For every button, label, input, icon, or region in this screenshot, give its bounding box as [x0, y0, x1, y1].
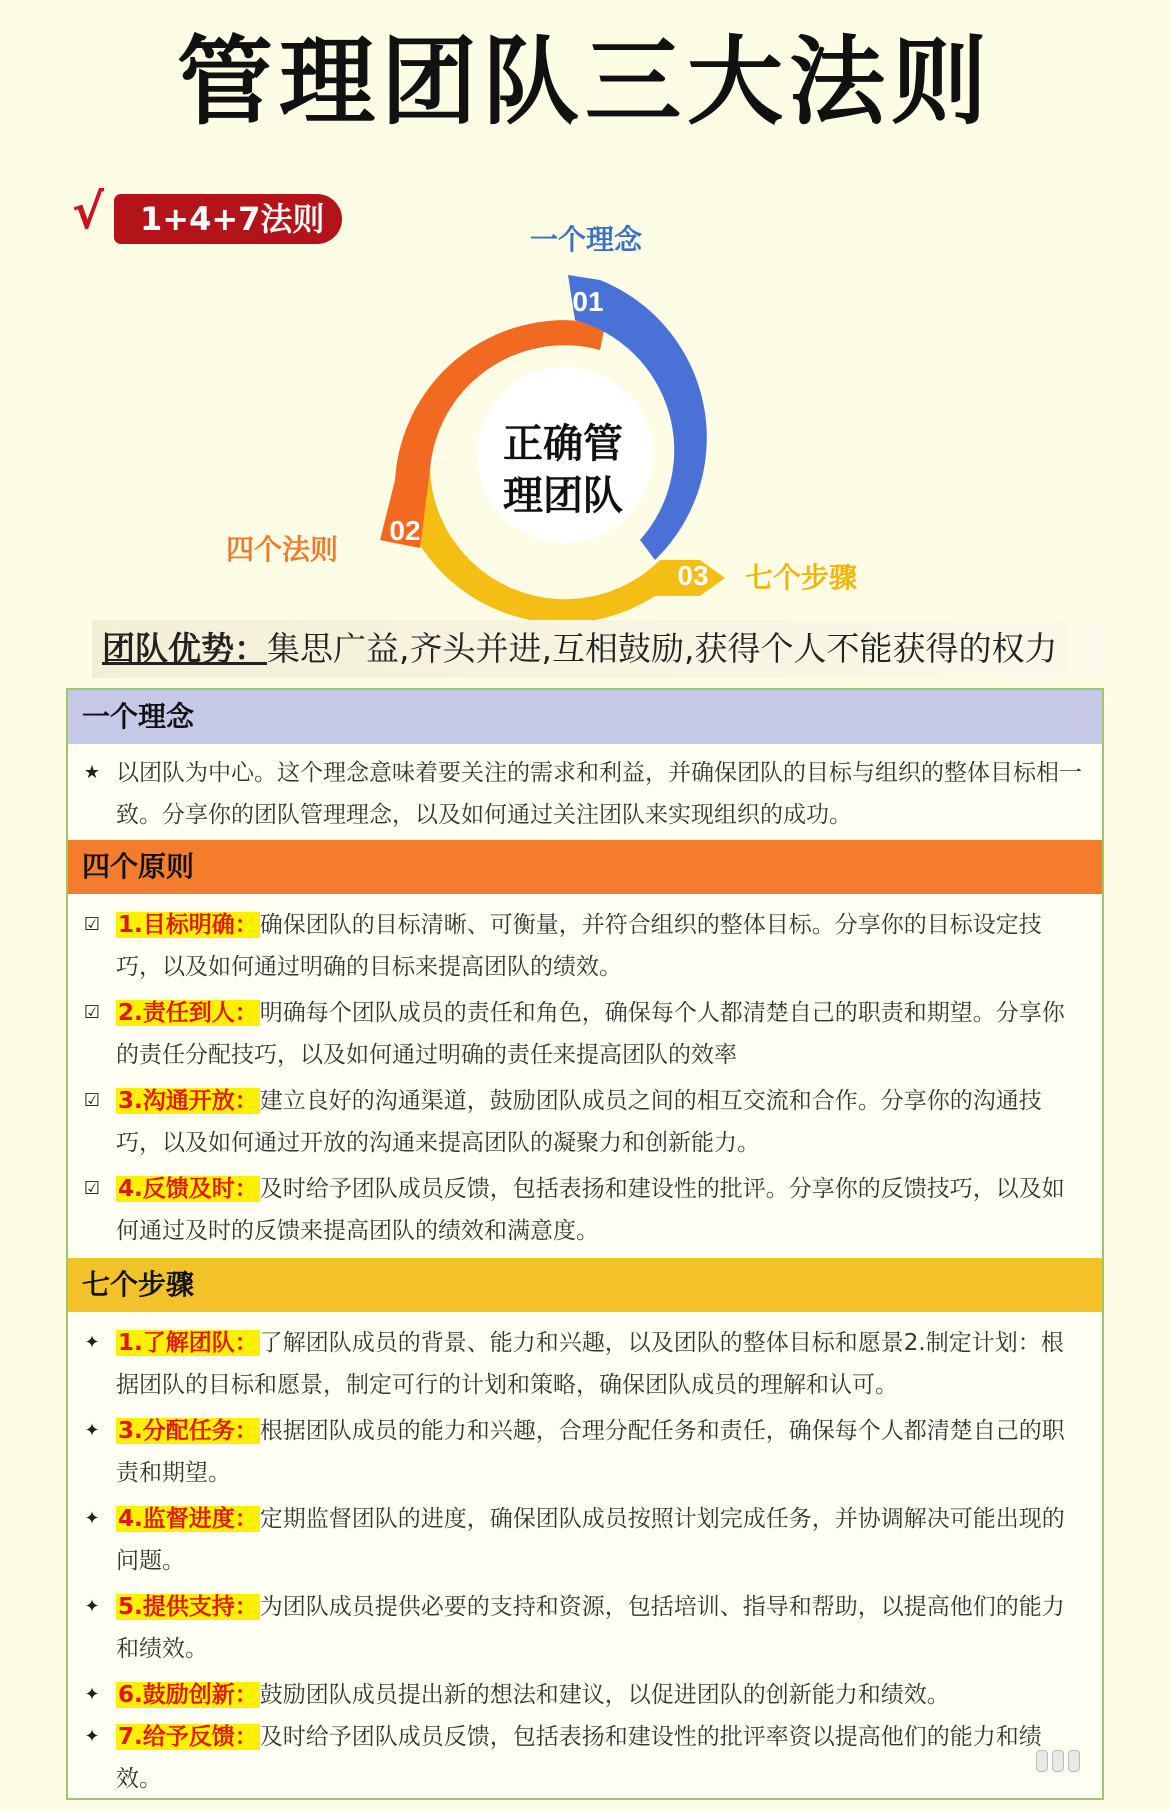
team-advantage — [92, 620, 1102, 678]
cycle-diagram — [0, 0, 1170, 620]
checkbox-icon: ☑ — [83, 914, 101, 935]
center-line-1: 正确管 — [503, 421, 623, 467]
section-heading-principles: 四个原则 — [68, 840, 1102, 894]
segment-02-num: 02 — [389, 515, 421, 546]
segment-01-num: 01 — [572, 286, 604, 317]
list-item — [78, 1716, 1086, 1800]
item-key: 3.沟通开放： — [118, 1088, 258, 1114]
diamond-icon: ✦ — [84, 1508, 100, 1529]
list-item — [78, 1410, 1086, 1494]
diamond-icon: ✦ — [84, 1332, 100, 1353]
list-item — [78, 904, 1086, 988]
item-key: 1.了解团队： — [118, 1330, 258, 1356]
list-item — [78, 1586, 1086, 1670]
item-text: 了解团队成员的背景、能力和兴趣，以及团队的整体目标和愿景2.制定计划：根据团队的目标和愿景，制定可行的计划和策略，确保团队成员的理解和认可。 — [116, 1330, 1064, 1398]
list-item — [78, 752, 1086, 836]
item-key: 2.责任到人： — [118, 1000, 258, 1026]
list-item — [78, 1080, 1086, 1164]
item-text: 根据团队成员的能力和兴趣，合理分配任务和责任，确保每个人都清楚自己的职责和期望。 — [116, 1418, 1065, 1486]
item-text: 建立良好的沟通渠道，鼓励团队成员之间的相互交流和合作。分享你的沟通技巧，以及如何通过开放的沟通来提高团队的凝聚力和创新能力。 — [116, 1088, 1042, 1156]
list-item — [78, 1498, 1086, 1582]
item-key: 5.提供支持： — [118, 1594, 258, 1620]
list-item — [78, 1168, 1086, 1252]
list-item — [78, 1674, 1086, 1716]
segment-03-label: 七个步骤 — [745, 561, 858, 594]
rule-badge-label: 1+4+7法则 — [114, 194, 342, 244]
item-text: 定期监督团队的进度，确保团队成员按照计划完成任务，并协调解决可能出现的问题。 — [116, 1506, 1065, 1574]
list-item — [78, 1322, 1086, 1406]
section-heading-idea: 一个理念 — [68, 690, 1102, 744]
item-text: 及时给予团队成员反馈，包括表扬和建设性的批评率资以提高他们的能力和绩效。 — [116, 1724, 1042, 1792]
checkbox-icon: ☑ — [83, 1002, 101, 1023]
item-text: 为团队成员提供必要的支持和资源，包括培训、指导和帮助，以提高他们的能力和绩效。 — [116, 1594, 1065, 1662]
item-text: 确保团队的目标清晰、可衡量，并符合组织的整体目标。分享你的目标设定技巧，以及如何通过明确的目标来提高团队的绩效。 — [116, 912, 1042, 980]
diamond-icon: ✦ — [84, 1684, 100, 1705]
segment-02-label: 四个法则 — [226, 533, 339, 566]
diagram-center-text — [488, 418, 638, 522]
advantage-label: 团队优势： — [102, 629, 267, 668]
item-key: 6.鼓励创新： — [118, 1682, 258, 1708]
list-item — [78, 992, 1086, 1076]
watermark-icon — [1036, 1750, 1100, 1772]
item-key: 4.监督进度： — [118, 1506, 258, 1532]
diamond-icon: ✦ — [84, 1726, 100, 1747]
advantage-text: 集思广益,齐头并进,互相鼓励,获得个人不能获得的权力 — [267, 629, 1058, 668]
item-key: 3.分配任务： — [118, 1418, 258, 1444]
item-text: 明确每个团队成员的责任和角色，确保每个人都清楚自己的职责和期望。分享你的责任分配技巧，以及如何通过明确的责任来提高团队的效率 — [116, 1000, 1065, 1068]
item-key: 4.反馈及时： — [118, 1176, 258, 1202]
checkbox-icon: ☑ — [83, 1090, 101, 1111]
item-text: 及时给予团队成员反馈，包括表扬和建设性的批评。分享你的反馈技巧，以及如何通过及时的反馈来提高团队的绩效和满意度。 — [116, 1176, 1065, 1244]
item-text: 鼓励团队成员提出新的想法和建议，以促进团队的创新能力和绩效。 — [259, 1682, 950, 1708]
segment-01-label: 一个理念 — [530, 223, 643, 256]
content-table — [66, 688, 1104, 1800]
item-key: 1.目标明确： — [118, 912, 258, 938]
item-key: 7.给予反馈： — [118, 1724, 258, 1750]
checkbox-icon: ☑ — [83, 1178, 101, 1199]
item-text: 以团队为中心。这个理念意味着要关注的需求和利益，并确保团队的目标与组织的整体目标相一致。分享你的团队管理理念，以及如何通过关注团队来实现组织的成功。 — [116, 760, 1082, 828]
diamond-icon: ✦ — [84, 1420, 100, 1441]
diamond-icon: ✦ — [84, 1596, 100, 1617]
segment-03-num: 03 — [677, 560, 709, 591]
page-title: 管理团队三大法则 — [177, 26, 993, 138]
check-icon: √ — [72, 184, 105, 240]
section-heading-steps: 七个步骤 — [68, 1258, 1102, 1312]
star-icon: ★ — [83, 762, 101, 783]
center-line-2: 理团队 — [503, 473, 623, 519]
